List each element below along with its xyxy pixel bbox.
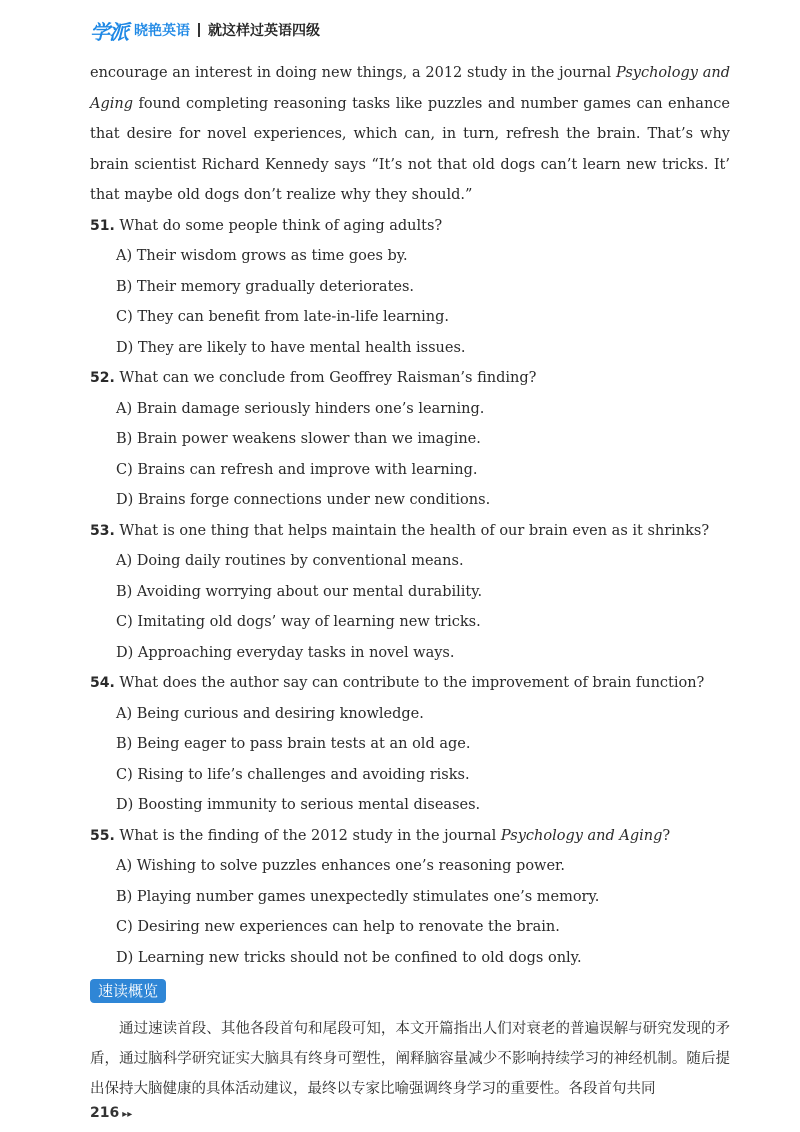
page-arrows-icon: ▸▸: [122, 1109, 133, 1120]
question-53: [90, 516, 730, 669]
passage-text-2: found completing reasoning tasks like puzzles and number games can enhance that desire for novel experiences, which can, in turn, refresh the brain. That’s why brain scientist Richard Kennedy says “It’s not that old dogs can’t learn new tricks. It’ that maybe old dogs don’t realize why they should.”: [90, 95, 730, 203]
page-content: [90, 58, 730, 1104]
option-a: A) Being curious and desiring knowledge.: [116, 705, 424, 722]
summary-paragraph: 通过速读首段、其他各段首句和尾段可知，本文开篇指出人们对衰老的普遍误解与研究发现的矛盾，通过脑科学研究证实大脑具有终身可塑性，阐释脑容量减少不影响持续学习的神经机制。随后提出保持大脑健康的具体活动建议，最终以专家比喻强调终身学习的重要性。各段首句共同: [90, 1020, 730, 1097]
question-number: 52.: [90, 370, 115, 386]
question-52: [90, 363, 730, 516]
question-text: What does the author say can contribute to the improvement of brain function?: [119, 675, 705, 691]
passage-text-1: encourage an interest in doing new things, a 2012 study in the journal: [90, 65, 616, 81]
question-55: [90, 821, 730, 974]
option-a: A) Doing daily routines by conventional means.: [116, 553, 464, 569]
book-series-title: 就这样过英语四级: [208, 23, 320, 39]
brand-name: 晓艳英语: [134, 23, 190, 39]
question-text: What do some people think of aging adults?: [119, 217, 443, 234]
option-a: A) Their wisdom grows as time goes by.: [116, 248, 408, 264]
option-a: A) Wishing to solve puzzles enhances one’s reasoning power.: [116, 858, 565, 874]
option-c: C) Desiring new experiences can help to renovate the brain.: [116, 919, 560, 935]
option-c: C) Rising to life’s challenges and avoiding risks.: [116, 766, 470, 783]
page-number: 216: [90, 1105, 120, 1121]
passage-paragraph: [90, 58, 730, 211]
question-text-end: ?: [662, 827, 671, 844]
header-divider: [198, 23, 200, 37]
option-b: B) Their memory gradually deteriorates.: [116, 278, 415, 295]
option-b: B) Brain power weakens slower than we imagine.: [116, 431, 481, 447]
question-number: 51.: [90, 217, 115, 234]
question-text: What can we conclude from Geoffrey Raisman’s finding?: [119, 370, 537, 386]
question-text: What is the finding of the 2012 study in the journal: [119, 827, 501, 844]
question-number: 54.: [90, 675, 115, 691]
question-number: 55.: [90, 827, 115, 844]
option-a: A) Brain damage seriously hinders one’s learning.: [116, 400, 485, 417]
page-footer: [90, 1105, 132, 1121]
option-b: B) Playing number games unexpectedly stimulates one’s memory.: [116, 888, 600, 905]
option-b: B) Avoiding worrying about our mental durability.: [116, 583, 483, 600]
question-54: [90, 668, 730, 821]
option-c: C) They can benefit from late-in-life learning.: [116, 309, 450, 325]
option-d: D) Boosting immunity to serious mental diseases.: [116, 797, 481, 813]
question-number: 53.: [90, 522, 115, 539]
option-d: D) Approaching everyday tasks in novel ways.: [116, 644, 455, 661]
question-text: What is one thing that helps maintain the health of our brain even as it shrinks?: [119, 522, 710, 539]
journal-title: Psychology and Aging: [500, 827, 663, 844]
option-d: D) They are likely to have mental health issues.: [116, 339, 466, 356]
journal-title: Psychology and Aging: [90, 65, 730, 112]
summary-section-tag: 速读概览: [90, 979, 166, 1003]
option-b: B) Being eager to pass brain tests at an old age.: [116, 736, 471, 752]
question-51: [90, 211, 730, 364]
page-header: [90, 16, 320, 44]
option-c: C) Brains can refresh and improve with learning.: [116, 461, 478, 478]
option-d: D) Brains forge connections under new conditions.: [116, 492, 491, 508]
publisher-logo: 学派: [90, 19, 128, 44]
option-c: C) Imitating old dogs’ way of learning new tricks.: [116, 614, 481, 630]
option-d: D) Learning new tricks should not be confined to old dogs only.: [116, 949, 582, 966]
